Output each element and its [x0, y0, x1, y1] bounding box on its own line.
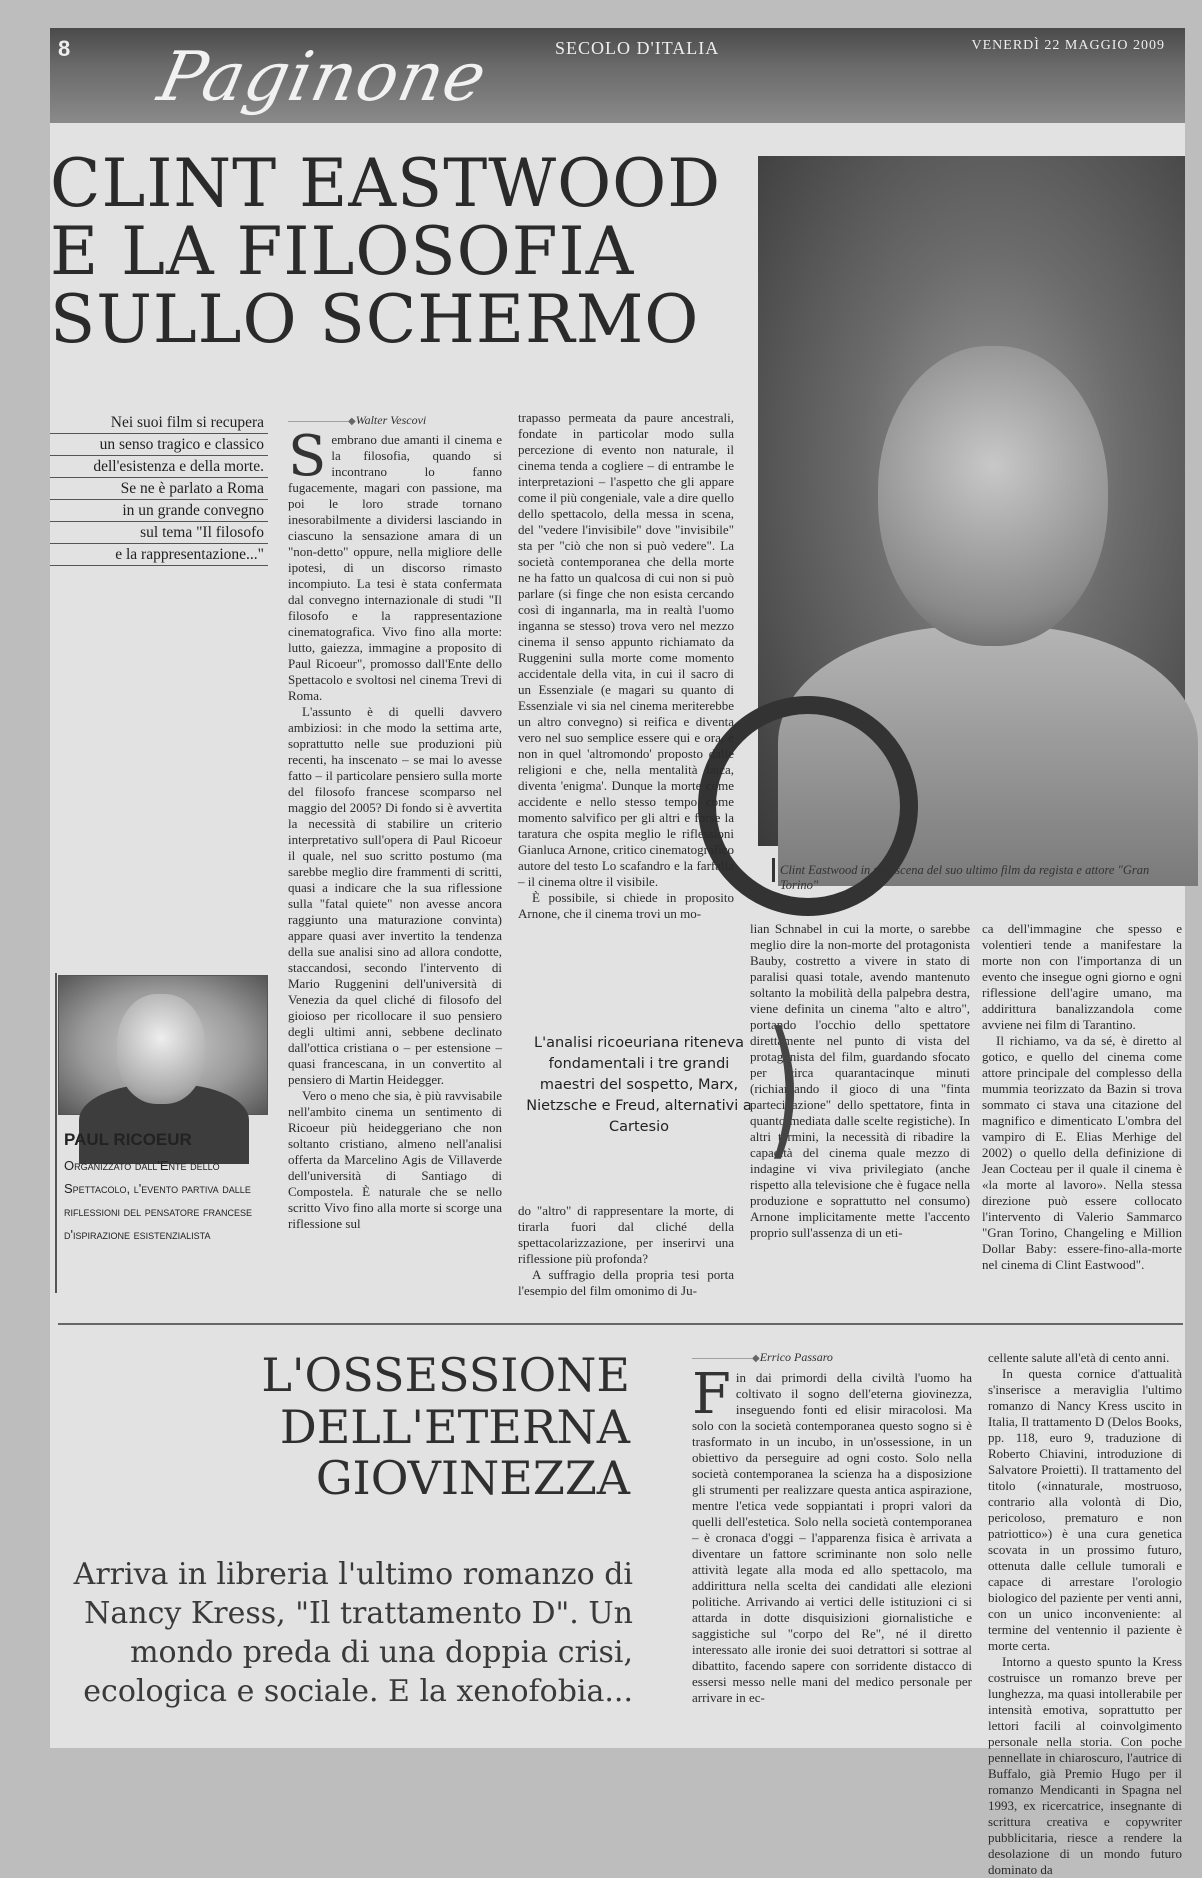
- paragraph: trapasso permeata da paure ancestrali, fondate in particolar modo sulla percezione di evento non naturale, il cinema tenda a cogliere – di entrambe le interpretazioni – l'aspetto che gli appare come il più congeniale, vale a dire quello dello spettacolo, della messa in scena, del "vedere l'invisibile" dove "invisibile" sta per "ciò che non si può vedere". La società contemporanea che della morte ne ha fatto un qualcosa di cui non si può parlare (si finge che non esista cercando così di ingannarla, ma in realtà l'uomo inganna se stesso) trova vero nel mezzo cinema il senso appunto richiamato da Ruggenini sulla morte come momento accidentale della vita, in cui il sacro di un Essenziale (e magari su quanto di Essenziale vi sia nel cinema meriterebbe un altro convegno) si reifica e diventa vero nel suo semplice essere qui e ora, e non in quel 'altromondo' proposto dalle religioni e che, nella mentalità laica, diventa 'enigma'. Dunque la morte come accidente e nello stesso tempo come momento salvifico per gli altri e forse la taratura che ospita meglio le riflessioni Gianluca Arnone, critico cinematografico autore del testo Lo scafandro e la farfalla – il cinema oltre il visibile.: [518, 410, 734, 889]
- page-number: 8: [58, 36, 71, 61]
- article-column-2: [518, 410, 734, 980]
- ricoeur-portrait: [58, 975, 268, 1115]
- paragraph: do "altro" di rappresentare la morte, di tirarla fuori dal cliché della spettacolarizzazione, per inserirvi una riflessione più profonda?: [518, 1203, 734, 1266]
- drop-cap: S: [288, 424, 327, 489]
- pull-quote-bracket: ): [766, 1001, 802, 1175]
- paragraph: cellente salute all'età di cento anni.: [988, 1350, 1170, 1365]
- paragraph: A suffragio della propria tesi porta l'esempio del film omonimo di Ju-: [518, 1267, 734, 1298]
- header-band: [50, 28, 1185, 123]
- second-column-2: [988, 1350, 1182, 1877]
- lead-line: in un grande convegno: [50, 500, 268, 522]
- section-title: Paginone: [151, 38, 494, 117]
- second-headline: [170, 1350, 630, 1505]
- headline-line: L'OSSESSIONE: [261, 1348, 630, 1402]
- second-subtitle: Arriva in libreria l'ultimo romanzo di Nancy Kress, "Il trattamento D". Un mondo preda di una doppia crisi, ecologica e sociale. E la xenofobia...: [73, 1557, 633, 1709]
- article-byline: ——————◆ Walter Vescovi: [288, 413, 426, 428]
- lead-line: dell'esistenza e della morte.: [50, 456, 268, 478]
- eastwood-photo: [758, 156, 1185, 846]
- lead-line: Nei suoi film si recupera: [50, 412, 268, 434]
- paragraph: lian Schnabel in cui la morte, o sarebbe meglio dire la non-morte del protagonista Bauby, costretto a vivere in stato di paralisi quasi totale, avendo mantenuto soltanto la mobilità della palpebra destra, viene definita un cinema "alto e altro", portando l'occhio dello spettatore direttamente nel punto di vista del protagonista del film, guardando sfocato per circa quarantacinque minuti (richiamando il gioco di una "finta partecipazione" dello spettatore, finta in quanto mediata dalle scelte registiche). In altri termini, la necessità di ribadire la capacità del cinema quale mezzo di indagine vi viva privilegiato (anche rispetto alla televisione che è fugace nella produzione e soprattutto nel consumo) Arnone implicitamente mette l'accento proprio sull'assenza di un eti-: [750, 921, 970, 1240]
- paragraph: È possibile, si chiede in proposito Arnone, che il cinema trovi un mo-: [518, 890, 734, 921]
- sidebar-rule: [55, 973, 57, 1293]
- headline-line: GIOVINEZZA: [315, 1451, 630, 1506]
- lead-line: Se ne è parlato a Roma: [50, 478, 268, 500]
- headline-line: DELL'ETERNA: [279, 1399, 630, 1454]
- portrait-description: Organizzato dall'Ente dello Spettacolo, l'evento partiva dalle riflessioni del pensatore francese d'ispirazione esistenzialista: [64, 1158, 253, 1242]
- portrait-name: PAUL RICOEUR: [64, 1130, 192, 1149]
- paragraph: L'assunto è di quelli davvero ambiziosi: in che modo la settima arte, soprattutto nelle sue produzioni più recenti, ha inscenato – se mai lo avesse fatto – il particolare pensiero sulla morte del filosofo francese scomparso nel maggio del 2005? Di fondo si è avvertita la necessità di stabilire un criterio interpretativo sull'opera di Paul Ricoeur il quale, nel suo scritto postumo (ma sarebbe meglio dire frammenti di scritti, quasi a indicare che la sua riflessione sulla "fatal quiete" non avesse ancora raggiunto una maturazione convinta) appare quasi aver invertito la tendenza della sue analisi sino ad allora condotte, staccandosi, secondo l'intervento di Mario Ruggenini dell'università di Venezia da quel cliché di filosofo del gioioso per ricollocare il suo pensiero degli ultimi anni, sebbene declinato dall'ottica cristiana o – per estensione – quasi francescana, in un convertito al pensiero di Martin Heidegger.: [288, 704, 502, 1087]
- article-column-2-bottom: [518, 1203, 734, 1303]
- second-column-1: [692, 1362, 972, 1748]
- pull-quote: L'analisi ricoeuriana riteneva fondamentali i tre grandi maestri del sospetto, Marx, Nietzsche e Freud, alternativi a Cartesio: [526, 1035, 752, 1135]
- caption-rule: [772, 858, 775, 882]
- drop-cap: F: [692, 1362, 731, 1427]
- headline-line: CLINT EASTWOOD: [50, 145, 722, 222]
- article-column-4: [982, 921, 1182, 1303]
- article-headline: [50, 145, 740, 358]
- paragraph: ca dell'immagine che spesso e volentieri tende a manifestare la morte non con l'importanza di un evento che insegue ogni giorno e ogni riflessione dell'agire umano, ma addirittura banalizzandola come avviene nei film di Tarantino.: [982, 921, 1182, 1032]
- headline-line: E LA FILOSOFIA: [50, 212, 635, 290]
- paragraph: Vero o meno che sia, è più ravvisabile nell'ambito cinema un sentimento di Ricoeur più heideggeriano che non soltanto cristiano, almeno nell'analisi offerta da Marcelino Agis de Villaverde dell'università di Santiago di Compostela. È naturale che se nello scritto Vivo fino alla morte si scorge una riflessione sul: [288, 1088, 502, 1231]
- lead-line: e la rappresentazione...": [50, 544, 268, 566]
- paragraph: Il richiamo, va da sé, è diretto al gotico, e quello del cinema come attore principale del complesso della mummia teorizzato da Bazin si trova sommato ci stava una citazione del magnifico e dimenticato L'ombra del vampiro di E. Elias Merhige del 2002) o quello della definizione di Jean Cocteau per il quale il cinema è «la morte al lavoro». Nella stessa direzione può essere collocato l'intervento di Valerio Sammarco "Gran Torino, Changeling e Million Dollar Baby: essere-fino-alla-morte nel cinema di Clint Eastwood".: [982, 1033, 1182, 1272]
- paragraph: Intorno a questo spunto la Kress costruisce un romanzo breve per lunghezza, ma quasi intollerabile per intensità emotiva, soprattutto per lettori facili al coinvolgimento personale nella storia. Con poche pennellate in chiaroscuro, l'autrice di Buffalo, già Premio Hugo per il romanzo Mendicanti in Spagna nel 1993, ex ricercatrice, insegnante di scrittura creativa e copywriter pubblicitaria, riesce a rendere la desolazione di un mondo futuro dominato da: [988, 1654, 1182, 1877]
- lead-line: un senso tragico e classico: [50, 434, 268, 456]
- section-divider: [58, 1323, 1183, 1325]
- newspaper-name: SECOLO D'ITALIA: [555, 38, 720, 58]
- article-lead: [50, 412, 268, 566]
- newspaper-page: [50, 28, 1185, 1877]
- lead-line: sul tema "Il filosofo: [50, 522, 268, 544]
- headline-line: SULLO SCHERMO: [50, 280, 700, 358]
- article-column-1: [288, 424, 502, 1304]
- paragraph: In questa cornice d'attualità s'inserisce a meraviglia l'ultimo romanzo di Nancy Kress uscito in Italia, Il trattamento D (Delos Books, pp. 118, euro 9, traduzione di Roberto Chiavini, introduzione di Salvatore Proietti). Il trattamento del titolo («innaturale, mostruoso, contrario alla volontà di Dio, pericoloso, prematuro e non patriottico») è una cura genetica scovata in un prossimo futuro, ottenuta dalle cellule tumorali e capace di arrestare l'orologio biologico del paziente per venti anni, con un unico inconveniente: al termine del ventennio il paziente è morte certa.: [988, 1366, 1182, 1653]
- issue-date: VENERDÌ 22 MAGGIO 2009: [971, 38, 1165, 53]
- paragraph: embrano due amanti il cinema e la filosofia, quando si incontrano lo fanno fugacemente, magari con passione, ma poi le loro strade tornano inesorabilmente a dividersi lasciando in ciascuno la sensazione amara di un "non-detto" oppure, nella migliore delle ipotesi, di un discorso rimasto incompiuto. La tesi è stata confermata dal convegno internazionale di studi "Il filosofo e la rappresentazione cinematografica. Vivo fino alla morte: lutto, gaiezza, immagine a proposito di Paul Ricoeur", promosso dall'Ente dello Spettacolo e svoltosi nel cinema Trevi di Roma.: [288, 432, 502, 703]
- second-byline: ——————◆ Errico Passaro: [692, 1350, 833, 1365]
- paragraph: in dai primordi della civiltà l'uomo ha coltivato il sogno dell'eterna giovinezza, inseguendo fonti ed elisir miracolosi. Ma solo con la società contemporanea questo sogno si è trasformato in un incubo, in un'ossessione, in un obiettivo da perseguire ad ogni costo. Solo nella società contemporanea la scienza ha a disposizione gli strumenti per realizzare questa antica aspirazione, mentre l'etica vede soppiantati i propri valori da quelli dell'estetica. Solo nella società contemporanea – è cronaca d'oggi – l'apparenza fisica è arrivata a diventare un fattore scriminante non solo nelle attività legate alla moda ed allo spettacolo, ma addirittura nella scelta dei candidati alle elezioni politiche. Arrivando ai vertici delle istituzioni ci si attarda in dotte disquisizioni giornalistiche e saggistiche sul "corpo del Re", né il diretto interessato alle ironie dei suoi detrattori si sottrae al dibattito, facendo sapere con sorridente distacco di essersi messo nelle mani del medico personale per arrivare in ec-: [692, 1370, 972, 1705]
- photo-caption: Clint Eastwood in una scena del suo ultimo film da regista e attore "Gran Torino": [780, 863, 1150, 892]
